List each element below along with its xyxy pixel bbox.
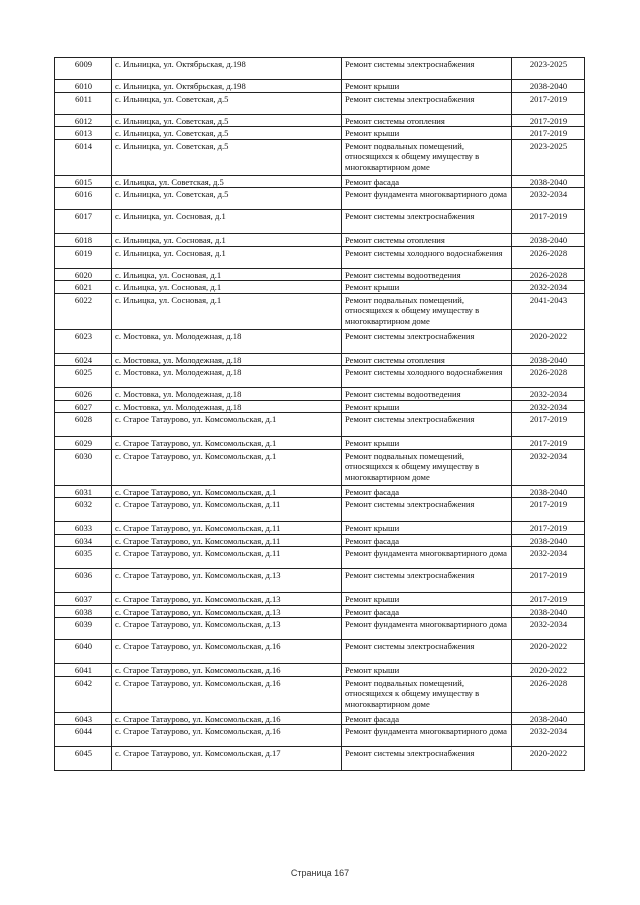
row-period: 2038-2040 [512, 534, 585, 547]
row-period: 2017-2019 [512, 498, 585, 522]
table-row [55, 188, 585, 210]
row-address: с. Ильицка, ул. Сосновая, д.1 [112, 281, 342, 294]
table-row [55, 712, 585, 725]
row-period: 2017-2019 [512, 437, 585, 450]
repair-schedule-table [54, 57, 585, 771]
row-work-type: Ремонт крыши [342, 400, 512, 413]
row-number: 6044 [55, 725, 112, 747]
row-address: с. Ильницка, ул. Сосновая, д.1 [112, 210, 342, 234]
row-number: 6032 [55, 498, 112, 522]
table-row [55, 400, 585, 413]
row-work-type: Ремонт системы электроснабжения [342, 747, 512, 771]
row-period: 2038-2040 [512, 712, 585, 725]
row-address: с. Ильицка, ул. Сосновая, д.1 [112, 293, 342, 329]
row-address: с. Мостовка, ул. Молодежная, д.18 [112, 400, 342, 413]
row-work-type: Ремонт крыши [342, 281, 512, 294]
row-number: 6025 [55, 366, 112, 388]
row-address: с. Ильницка, ул. Советская, д.5 [112, 127, 342, 140]
row-work-type: Ремонт системы холодного водоснабжения [342, 366, 512, 388]
row-address: с. Старое Татаурово, ул. Комсомольская, д.11 [112, 498, 342, 522]
table-row [55, 92, 585, 114]
row-work-type: Ремонт системы электроснабжения [342, 92, 512, 114]
row-period: 2026-2028 [512, 246, 585, 268]
row-period: 2020-2022 [512, 747, 585, 771]
row-work-type: Ремонт крыши [342, 522, 512, 535]
row-address: с. Старое Татаурово, ул. Комсомольская, д.1 [112, 437, 342, 450]
row-work-type: Ремонт системы электроснабжения [342, 569, 512, 593]
row-number: 6036 [55, 569, 112, 593]
table-row [55, 268, 585, 281]
table-row [55, 664, 585, 677]
row-number: 6015 [55, 175, 112, 188]
row-address: с. Старое Татаурово, ул. Комсомольская, д.16 [112, 725, 342, 747]
table-row [55, 449, 585, 485]
table-row [55, 605, 585, 618]
row-period: 2032-2034 [512, 188, 585, 210]
row-number: 6012 [55, 114, 112, 127]
row-work-type: Ремонт крыши [342, 80, 512, 93]
table-body [55, 58, 585, 771]
page-number: Страница 167 [290, 868, 350, 878]
row-number: 6031 [55, 485, 112, 498]
row-period: 2032-2034 [512, 449, 585, 485]
row-number: 6019 [55, 246, 112, 268]
row-address: с. Старое Татаурово, ул. Комсомольская, д.1 [112, 413, 342, 437]
row-work-type: Ремонт крыши [342, 127, 512, 140]
row-work-type: Ремонт фасада [342, 175, 512, 188]
row-address: с. Ильицка, ул. Сосновая, д.1 [112, 268, 342, 281]
table-row [55, 437, 585, 450]
row-address: с. Мостовка, ул. Молодежная, д.18 [112, 388, 342, 401]
row-work-type: Ремонт системы электроснабжения [342, 640, 512, 664]
row-number: 6037 [55, 593, 112, 606]
row-address: с. Ильницка, ул. Октябрьская, д.198 [112, 58, 342, 80]
row-period: 2017-2019 [512, 210, 585, 234]
row-address: с. Старое Татаурово, ул. Комсомольская, д.13 [112, 569, 342, 593]
row-address: с. Ильницка, ул. Сосновая, д.1 [112, 246, 342, 268]
row-number: 6026 [55, 388, 112, 401]
row-address: с. Мостовка, ул. Молодежная, д.18 [112, 353, 342, 366]
row-address: с. Мостовка, ул. Молодежная, д.18 [112, 366, 342, 388]
row-work-type: Ремонт фасада [342, 712, 512, 725]
row-period: 2032-2034 [512, 618, 585, 640]
row-period: 2038-2040 [512, 234, 585, 247]
row-number: 6035 [55, 547, 112, 569]
row-work-type: Ремонт фундамента многоквартирного дома [342, 547, 512, 569]
table-row [55, 676, 585, 712]
row-number: 6043 [55, 712, 112, 725]
row-address: с. Старое Татаурово, ул. Комсомольская, д.11 [112, 522, 342, 535]
row-period: 2023-2025 [512, 58, 585, 80]
row-period: 2038-2040 [512, 80, 585, 93]
row-period: 2020-2022 [512, 329, 585, 353]
table-row [55, 413, 585, 437]
table-row [55, 534, 585, 547]
row-number: 6018 [55, 234, 112, 247]
table-row [55, 234, 585, 247]
table-row [55, 175, 585, 188]
table-row [55, 246, 585, 268]
row-work-type: Ремонт крыши [342, 437, 512, 450]
row-period: 2032-2034 [512, 388, 585, 401]
row-work-type: Ремонт фундамента многоквартирного дома [342, 725, 512, 747]
table-row [55, 80, 585, 93]
row-address: с. Старое Татаурово, ул. Комсомольская, д.16 [112, 640, 342, 664]
row-number: 6022 [55, 293, 112, 329]
row-period: 2017-2019 [512, 114, 585, 127]
row-number: 6011 [55, 92, 112, 114]
row-work-type: Ремонт фасада [342, 605, 512, 618]
row-address: с. Старое Татаурово, ул. Комсомольская, д.1 [112, 485, 342, 498]
table-row [55, 725, 585, 747]
table-row [55, 366, 585, 388]
row-address: с. Ильницка, ул. Советская, д.5 [112, 92, 342, 114]
row-address: с. Ильицка, ул. Советская, д.5 [112, 175, 342, 188]
row-work-type: Ремонт системы холодного водоснабжения [342, 246, 512, 268]
row-period: 2017-2019 [512, 413, 585, 437]
row-period: 2020-2022 [512, 640, 585, 664]
row-number: 6028 [55, 413, 112, 437]
row-period: 2032-2034 [512, 725, 585, 747]
row-period: 2017-2019 [512, 593, 585, 606]
row-number: 6042 [55, 676, 112, 712]
row-number: 6029 [55, 437, 112, 450]
row-address: с. Мостовка, ул. Молодежная, д.18 [112, 329, 342, 353]
row-work-type: Ремонт крыши [342, 593, 512, 606]
table-row [55, 618, 585, 640]
row-number: 6034 [55, 534, 112, 547]
row-number: 6020 [55, 268, 112, 281]
table-row [55, 593, 585, 606]
row-work-type: Ремонт подвальных помещений, относящихся к общему имуществу в многоквартирном доме [342, 293, 512, 329]
row-work-type: Ремонт системы водоотведения [342, 388, 512, 401]
table-row [55, 569, 585, 593]
row-number: 6021 [55, 281, 112, 294]
row-period: 2032-2034 [512, 547, 585, 569]
table-row [55, 747, 585, 771]
row-work-type: Ремонт системы электроснабжения [342, 329, 512, 353]
row-work-type: Ремонт системы отопления [342, 353, 512, 366]
row-number: 6009 [55, 58, 112, 80]
row-address: с. Старое Татаурово, ул. Комсомольская, д.11 [112, 547, 342, 569]
table-row [55, 293, 585, 329]
row-address: с. Старое Татаурово, ул. Комсомольская, д.13 [112, 605, 342, 618]
row-address: с. Старое Татаурово, ул. Комсомольская, д.11 [112, 534, 342, 547]
row-period: 2017-2019 [512, 522, 585, 535]
table-row [55, 139, 585, 175]
row-number: 6039 [55, 618, 112, 640]
table-row [55, 485, 585, 498]
row-address: с. Ильницка, ул. Советская, д.5 [112, 114, 342, 127]
row-number: 6033 [55, 522, 112, 535]
row-period: 2026-2028 [512, 366, 585, 388]
row-work-type: Ремонт системы отопления [342, 114, 512, 127]
row-address: с. Старое Татаурово, ул. Комсомольская, д.16 [112, 676, 342, 712]
row-period: 2038-2040 [512, 353, 585, 366]
row-period: 2032-2034 [512, 281, 585, 294]
row-number: 6027 [55, 400, 112, 413]
row-work-type: Ремонт системы электроснабжения [342, 498, 512, 522]
table-row [55, 281, 585, 294]
row-number: 6024 [55, 353, 112, 366]
row-address: с. Старое Татаурово, ул. Комсомольская, д.16 [112, 712, 342, 725]
row-number: 6010 [55, 80, 112, 93]
table-row [55, 640, 585, 664]
row-work-type: Ремонт системы электроснабжения [342, 58, 512, 80]
row-work-type: Ремонт системы электроснабжения [342, 413, 512, 437]
table-row [55, 547, 585, 569]
table-row [55, 127, 585, 140]
row-address: с. Старое Татаурово, ул. Комсомольская, д.1 [112, 449, 342, 485]
row-number: 6045 [55, 747, 112, 771]
row-work-type: Ремонт фундамента многоквартирного дома [342, 618, 512, 640]
row-work-type: Ремонт подвальных помещений, относящихся к общему имуществу в многоквартирном доме [342, 449, 512, 485]
row-work-type: Ремонт подвальных помещений, относящихся к общему имуществу в многоквартирном доме [342, 139, 512, 175]
row-work-type: Ремонт фасада [342, 534, 512, 547]
row-period: 2020-2022 [512, 664, 585, 677]
table-row [55, 522, 585, 535]
table-row [55, 353, 585, 366]
row-work-type: Ремонт подвальных помещений, относящихся к общему имуществу в многоквартирном доме [342, 676, 512, 712]
table-row [55, 114, 585, 127]
row-number: 6014 [55, 139, 112, 175]
row-period: 2038-2040 [512, 175, 585, 188]
row-period: 2026-2028 [512, 268, 585, 281]
row-period: 2032-2034 [512, 400, 585, 413]
table-row [55, 388, 585, 401]
row-period: 2026-2028 [512, 676, 585, 712]
row-period: 2038-2040 [512, 605, 585, 618]
row-address: с. Ильницка, ул. Советская, д.5 [112, 188, 342, 210]
row-period: 2023-2025 [512, 139, 585, 175]
row-address: с. Ильницка, ул. Сосновая, д.1 [112, 234, 342, 247]
row-period: 2017-2019 [512, 569, 585, 593]
row-work-type: Ремонт фундамента многоквартирного дома [342, 188, 512, 210]
row-number: 6023 [55, 329, 112, 353]
row-number: 6030 [55, 449, 112, 485]
row-period: 2041-2043 [512, 293, 585, 329]
row-number: 6040 [55, 640, 112, 664]
row-address: с. Старое Татаурово, ул. Комсомольская, д.13 [112, 618, 342, 640]
row-number: 6041 [55, 664, 112, 677]
row-work-type: Ремонт системы электроснабжения [342, 210, 512, 234]
row-work-type: Ремонт системы водоотведения [342, 268, 512, 281]
row-address: с. Старое Татаурово, ул. Комсомольская, д.13 [112, 593, 342, 606]
row-number: 6038 [55, 605, 112, 618]
table-row [55, 58, 585, 80]
row-period: 2017-2019 [512, 127, 585, 140]
table-row [55, 498, 585, 522]
row-number: 6013 [55, 127, 112, 140]
row-work-type: Ремонт системы отопления [342, 234, 512, 247]
row-address: с. Ильницка, ул. Октябрьская, д.198 [112, 80, 342, 93]
row-address: с. Старое Татаурово, ул. Комсомольская, д.16 [112, 664, 342, 677]
row-work-type: Ремонт фасада [342, 485, 512, 498]
table-row [55, 210, 585, 234]
row-address: с. Старое Татаурово, ул. Комсомольская, д.17 [112, 747, 342, 771]
row-number: 6017 [55, 210, 112, 234]
row-work-type: Ремонт крыши [342, 664, 512, 677]
row-number: 6016 [55, 188, 112, 210]
table-row [55, 329, 585, 353]
row-period: 2017-2019 [512, 92, 585, 114]
row-period: 2038-2040 [512, 485, 585, 498]
row-address: с. Ильницка, ул. Советская, д.5 [112, 139, 342, 175]
